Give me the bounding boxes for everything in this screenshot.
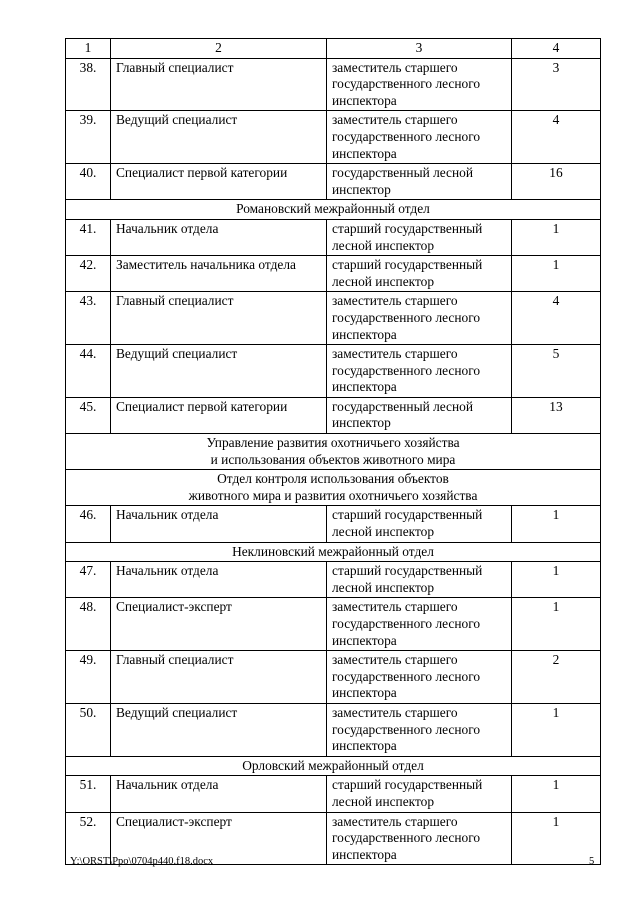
table-header-row bbox=[66, 39, 601, 59]
staff-table bbox=[65, 38, 601, 865]
table-row bbox=[66, 256, 601, 292]
position-title: Начальник отдела bbox=[111, 219, 327, 255]
header-cell-2: 2 bbox=[111, 39, 327, 59]
class-rank: старший государственный лесной инспектор bbox=[327, 256, 512, 292]
footer-page-number: 5 bbox=[589, 856, 595, 867]
section-title-line: Романовский межрайонный отдел bbox=[236, 201, 430, 217]
staff-count: 13 bbox=[512, 397, 601, 433]
row-number: 44. bbox=[66, 345, 111, 398]
staff-count: 1 bbox=[512, 256, 601, 292]
section-title-line: Орловский межрайонный отдел bbox=[242, 757, 424, 773]
header-cell-1: 1 bbox=[66, 39, 111, 59]
class-rank: государственный лесной инспектор bbox=[327, 397, 512, 433]
staff-count: 16 bbox=[512, 164, 601, 200]
section-title-line: животного мира и развития охотничьего хозяйства bbox=[188, 487, 478, 503]
section-title bbox=[66, 542, 601, 562]
staff-count: 1 bbox=[512, 598, 601, 651]
table-row bbox=[66, 397, 601, 433]
row-number: 50. bbox=[66, 703, 111, 756]
table-row bbox=[66, 562, 601, 598]
position-title: Начальник отдела bbox=[111, 506, 327, 542]
table-row bbox=[66, 58, 601, 111]
staff-count: 2 bbox=[512, 651, 601, 704]
class-rank: заместитель старшего государственного лесного инспектора bbox=[327, 292, 512, 345]
position-title: Ведущий специалист bbox=[111, 345, 327, 398]
class-rank: старший государственный лесной инспектор bbox=[327, 506, 512, 542]
header-cell-4: 4 bbox=[512, 39, 601, 59]
row-number: 47. bbox=[66, 562, 111, 598]
row-number: 51. bbox=[66, 776, 111, 812]
class-rank: заместитель старшего государственного лесного инспектора bbox=[327, 58, 512, 111]
position-title: Начальник отдела bbox=[111, 562, 327, 598]
section-title-line: и использования объектов животного мира bbox=[210, 451, 456, 467]
staff-count: 4 bbox=[512, 292, 601, 345]
row-number: 52. bbox=[66, 812, 111, 865]
table-row bbox=[66, 219, 601, 255]
row-number: 42. bbox=[66, 256, 111, 292]
class-rank: заместитель старшего государственного лесного инспектора bbox=[327, 111, 512, 164]
position-title: Специалист первой категории bbox=[111, 397, 327, 433]
staff-count: 1 bbox=[512, 812, 601, 865]
position-title: Специалист-эксперт bbox=[111, 812, 327, 865]
class-rank: заместитель старшего государственного лесного инспектора bbox=[327, 345, 512, 398]
section-title-line: Управление развития охотничьего хозяйства bbox=[206, 435, 460, 451]
position-title: Ведущий специалист bbox=[111, 703, 327, 756]
table-row bbox=[66, 345, 601, 398]
class-rank: заместитель старшего государственного лесного инспектора bbox=[327, 812, 512, 865]
position-title: Специалист-эксперт bbox=[111, 598, 327, 651]
footer-file-path: Y:\ORST\Ppo\0704p440.f18.docx bbox=[70, 856, 214, 867]
staff-count: 3 bbox=[512, 58, 601, 111]
staff-count: 4 bbox=[512, 111, 601, 164]
class-rank: государственный лесной инспектор bbox=[327, 164, 512, 200]
position-title: Главный специалист bbox=[111, 651, 327, 704]
position-title: Начальник отдела bbox=[111, 776, 327, 812]
position-title: Главный специалист bbox=[111, 292, 327, 345]
class-rank: старший государственный лесной инспектор bbox=[327, 562, 512, 598]
table-row bbox=[66, 703, 601, 756]
class-rank: старший государственный лесной инспектор bbox=[327, 776, 512, 812]
section-header-row bbox=[66, 200, 601, 220]
section-title-line: Отдел контроля использования объектов bbox=[217, 471, 449, 487]
staff-table-body bbox=[66, 39, 601, 865]
section-title bbox=[66, 470, 601, 506]
row-number: 45. bbox=[66, 397, 111, 433]
staff-count: 5 bbox=[512, 345, 601, 398]
section-header-row bbox=[66, 542, 601, 562]
position-title: Заместитель начальника отдела bbox=[111, 256, 327, 292]
staff-count: 1 bbox=[512, 703, 601, 756]
table-row bbox=[66, 292, 601, 345]
table-row bbox=[66, 776, 601, 812]
class-rank: заместитель старшего государственного лесного инспектора bbox=[327, 703, 512, 756]
table-row bbox=[66, 598, 601, 651]
row-number: 41. bbox=[66, 219, 111, 255]
staff-count: 1 bbox=[512, 506, 601, 542]
staff-count: 1 bbox=[512, 562, 601, 598]
section-title bbox=[66, 434, 601, 470]
row-number: 48. bbox=[66, 598, 111, 651]
section-title bbox=[66, 756, 601, 776]
class-rank: заместитель старшего государственного лесного инспектора bbox=[327, 598, 512, 651]
table-row bbox=[66, 506, 601, 542]
row-number: 38. bbox=[66, 58, 111, 111]
staff-count: 1 bbox=[512, 776, 601, 812]
section-title-line: Неклиновский межрайонный отдел bbox=[232, 543, 434, 559]
row-number: 43. bbox=[66, 292, 111, 345]
staff-count: 1 bbox=[512, 219, 601, 255]
row-number: 49. bbox=[66, 651, 111, 704]
section-header-row bbox=[66, 434, 601, 470]
table-row bbox=[66, 111, 601, 164]
row-number: 46. bbox=[66, 506, 111, 542]
header-cell-3: 3 bbox=[327, 39, 512, 59]
row-number: 39. bbox=[66, 111, 111, 164]
section-header-row bbox=[66, 756, 601, 776]
table-row bbox=[66, 651, 601, 704]
class-rank: заместитель старшего государственного лесного инспектора bbox=[327, 651, 512, 704]
table-row bbox=[66, 164, 601, 200]
section-title bbox=[66, 200, 601, 220]
position-title: Специалист первой категории bbox=[111, 164, 327, 200]
position-title: Ведущий специалист bbox=[111, 111, 327, 164]
row-number: 40. bbox=[66, 164, 111, 200]
section-header-row bbox=[66, 470, 601, 506]
position-title: Главный специалист bbox=[111, 58, 327, 111]
class-rank: старший государственный лесной инспектор bbox=[327, 219, 512, 255]
